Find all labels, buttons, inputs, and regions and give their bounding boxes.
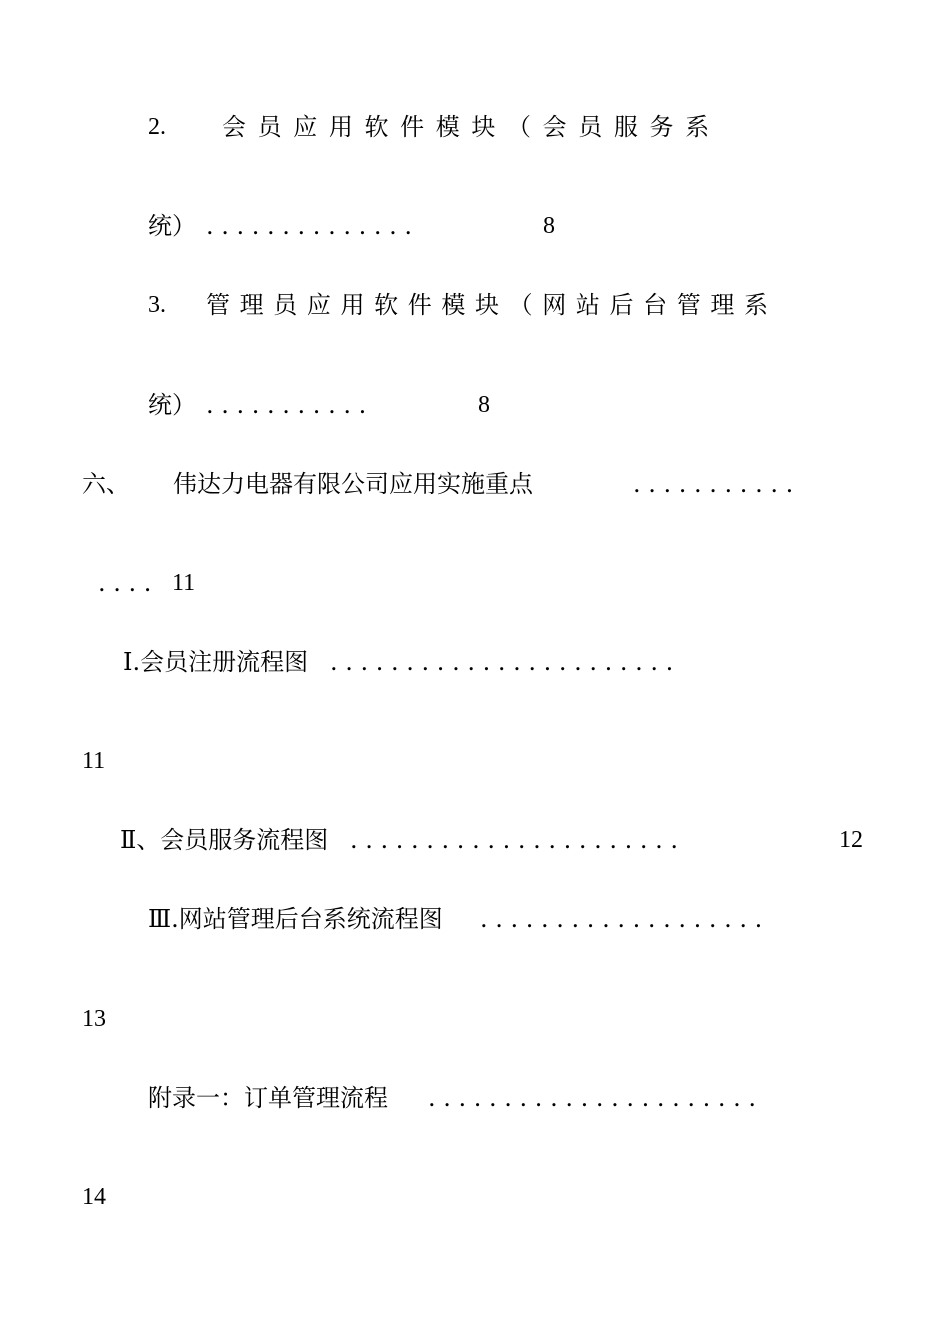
toc-entry-3-title-line1: 管 理 员 应 用 软 件 模 块 （ 网 站 后 台 管 理 系 xyxy=(206,291,770,319)
toc-entry-3-page: 8 xyxy=(478,392,490,418)
toc-sub-3-page: 13 xyxy=(82,1006,106,1032)
toc-sub-2-page: 12 xyxy=(839,827,863,853)
toc-section-6-leader-line2: . . . . xyxy=(98,569,152,597)
toc-appendix-1-label: 附录一：订单管理流程 xyxy=(148,1084,388,1112)
toc-entry-3-leader: . . . . . . . . . . . xyxy=(206,391,367,419)
toc-section-6-title: 伟达力电器有限公司应用实施重点 xyxy=(173,470,533,498)
toc-sub-1-page: 11 xyxy=(82,748,106,774)
toc-entry-2-title-line2: 统） xyxy=(148,212,196,240)
toc-entry-2-title-line1: 会 员 应 用 软 件 模 块 （ 会 员 服 务 系 xyxy=(222,113,712,141)
toc-appendix-1-leader: . . . . . . . . . . . . . . . . . . . . . . xyxy=(428,1084,757,1112)
toc-entry-2-leader: . . . . . . . . . . . . . . xyxy=(206,212,412,240)
toc-sub-1-label: Ⅰ.会员注册流程图 xyxy=(123,648,309,676)
toc-entry-3-title-line2: 统） xyxy=(148,391,196,419)
toc-entry-3-number: 3. xyxy=(148,292,166,318)
toc-section-6-page: 11 xyxy=(172,570,196,596)
toc-sub-2-leader: . . . . . . . . . . . . . . . . . . . . . . xyxy=(350,826,679,854)
toc-section-6-leader-line1: . . . . . . . . . . . xyxy=(633,470,794,498)
toc-sub-3-leader: . . . . . . . . . . . . . . . . . . . xyxy=(480,905,763,933)
toc-sub-2-label: Ⅱ、会员服务流程图 xyxy=(120,826,329,854)
toc-sub-1-leader: . . . . . . . . . . . . . . . . . . . . . . . xyxy=(330,648,674,676)
toc-entry-2-page: 8 xyxy=(543,213,555,239)
toc-entry-2-number: 2. xyxy=(148,114,166,140)
toc-appendix-1-page: 14 xyxy=(82,1184,106,1210)
toc-section-6-number: 六、 xyxy=(82,470,130,498)
toc-sub-3-label: Ⅲ.网站管理后台系统流程图 xyxy=(148,905,443,933)
